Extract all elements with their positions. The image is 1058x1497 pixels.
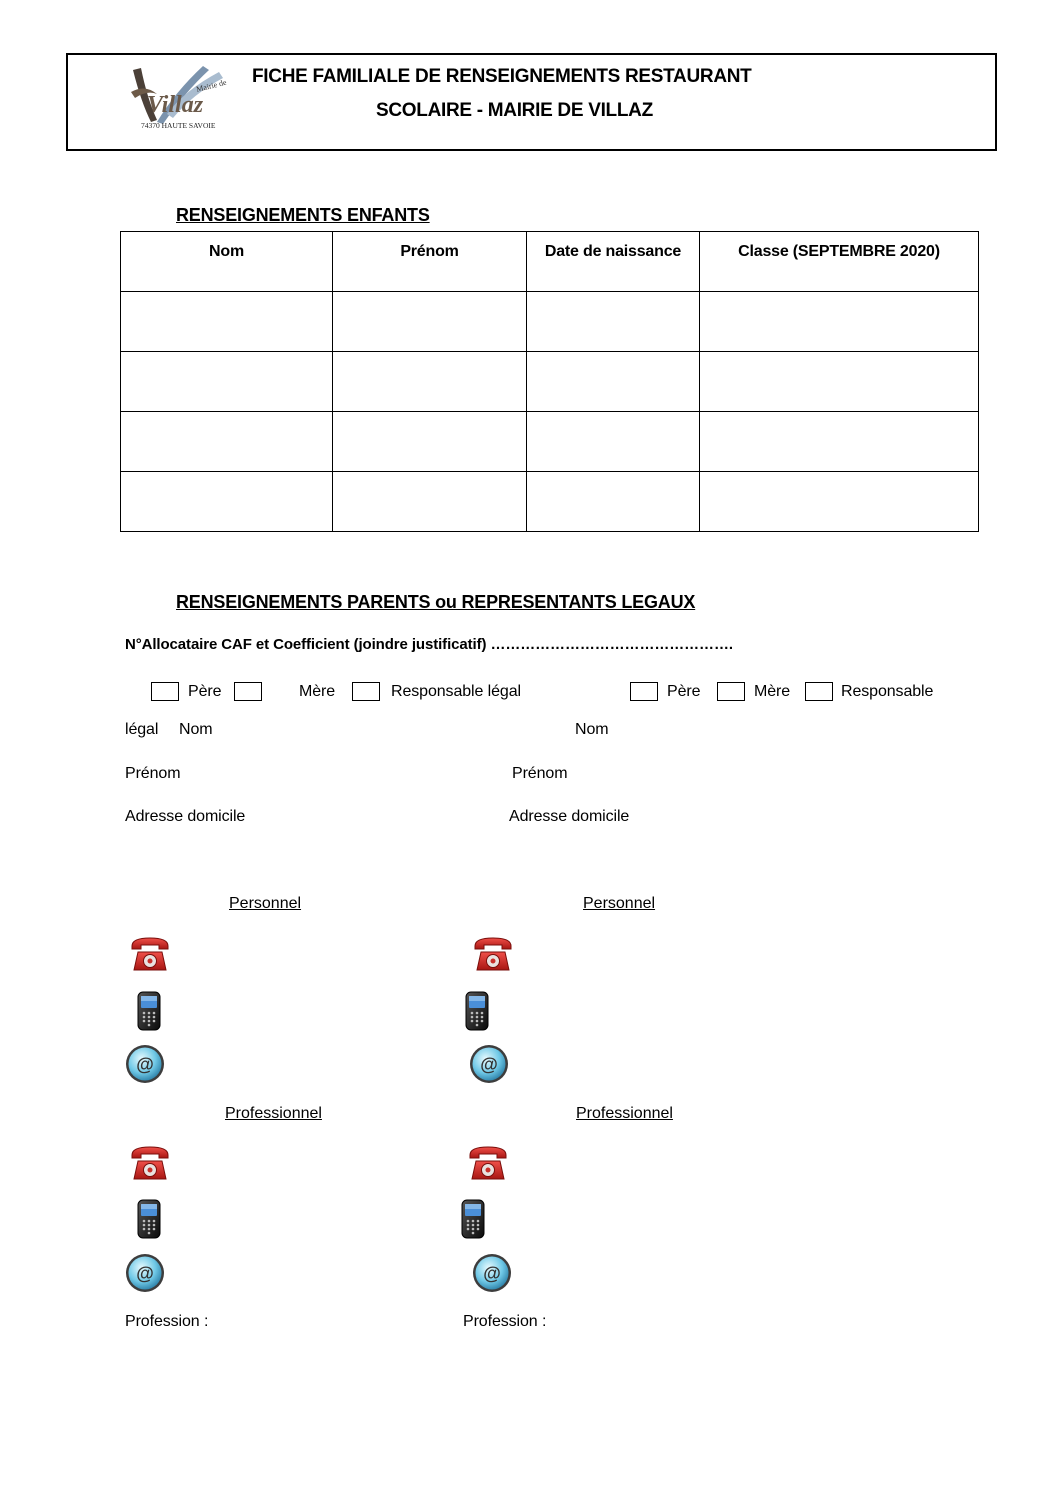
table-row (121, 292, 979, 352)
column-header-nom: Nom (121, 232, 333, 292)
label-profession-right: Profession : (463, 1313, 547, 1330)
table-row (121, 412, 979, 472)
mobile-phone-icon (128, 989, 172, 1033)
checkbox-mere-right[interactable] (717, 682, 745, 701)
email-icon (467, 1042, 511, 1086)
table-cell-date-naissance[interactable] (527, 412, 700, 472)
table-cell-classe[interactable] (700, 472, 979, 532)
svg-text:74370 HAUTE SAVOIE: 74370 HAUTE SAVOIE (141, 121, 216, 130)
mobile-phone-icon (128, 1197, 172, 1241)
mobile-phone-icon (456, 989, 500, 1033)
mobile-phone-icon (452, 1197, 496, 1241)
table-cell-nom[interactable] (121, 472, 333, 532)
label-mere-left: Mère (299, 683, 336, 700)
label-responsable-right: Responsable (841, 683, 934, 700)
phone-icon (128, 932, 172, 976)
label-adresse-right: Adresse domicile (509, 808, 630, 825)
table-cell-date-naissance[interactable] (527, 292, 700, 352)
email-icon (470, 1251, 514, 1295)
label-profession-left: Profession : (125, 1313, 209, 1330)
heading-personnel-right: Personnel (583, 895, 656, 912)
label-legal-continued: légal (125, 721, 159, 738)
label-pere-right: Père (667, 683, 701, 700)
label-mere-right: Mère (754, 683, 791, 700)
table-cell-classe[interactable] (700, 352, 979, 412)
heading-professionnel-right: Professionnel (576, 1105, 673, 1122)
children-table (120, 231, 979, 532)
checkbox-responsable-left[interactable] (352, 682, 380, 701)
svg-text:Mairie de: Mairie de (195, 77, 228, 94)
section-title-children: RENSEIGNEMENTS ENFANTS (176, 205, 430, 225)
table-cell-date-naissance[interactable] (527, 472, 700, 532)
label-nom-right: Nom (575, 721, 609, 738)
checkbox-pere-left[interactable] (151, 682, 179, 701)
label-adresse-left: Adresse domicile (125, 808, 246, 825)
email-icon (123, 1251, 167, 1295)
column-header-date-naissance: Date de naissance (527, 232, 700, 292)
label-prenom-right: Prénom (512, 765, 568, 782)
phone-icon (471, 932, 515, 976)
page-title-line-2: SCOLAIRE - MAIRIE DE VILLAZ (376, 100, 653, 121)
column-header-prenom: Prénom (333, 232, 527, 292)
label-pere-left: Père (188, 683, 222, 700)
label-nom-left: Nom (179, 721, 213, 738)
heading-professionnel-left: Professionnel (225, 1105, 322, 1122)
table-row (121, 472, 979, 532)
heading-personnel-left: Personnel (229, 895, 302, 912)
table-cell-nom[interactable] (121, 412, 333, 472)
section-title-parents: RENSEIGNEMENTS PARENTS ou REPRESENTANTS LEGAUX (176, 592, 696, 612)
mairie-villaz-logo (127, 62, 232, 134)
table-cell-classe[interactable] (700, 292, 979, 352)
label-prenom-left: Prénom (125, 765, 181, 782)
svg-text:Villaz: Villaz (147, 92, 204, 118)
phone-icon (466, 1141, 510, 1185)
phone-icon (128, 1141, 172, 1185)
table-header-row (121, 232, 979, 292)
table-row (121, 352, 979, 412)
checkbox-mere-left[interactable] (234, 682, 262, 701)
caf-allocataire-line: N°Allocataire CAF et Coefficient (joindre justificatif) …………………………………………. (125, 636, 733, 653)
table-cell-classe[interactable] (700, 412, 979, 472)
page-title-line-1: FICHE FAMILIALE DE RENSEIGNEMENTS RESTAURANT (252, 66, 752, 87)
table-cell-nom[interactable] (121, 352, 333, 412)
label-responsable-left: Responsable légal (391, 683, 521, 700)
table-cell-prenom[interactable] (333, 472, 527, 532)
table-cell-prenom[interactable] (333, 292, 527, 352)
checkbox-responsable-right[interactable] (805, 682, 833, 701)
email-icon (123, 1042, 167, 1086)
table-cell-prenom[interactable] (333, 412, 527, 472)
column-header-classe: Classe (SEPTEMBRE 2020) (700, 232, 979, 292)
table-cell-prenom[interactable] (333, 352, 527, 412)
table-cell-date-naissance[interactable] (527, 352, 700, 412)
checkbox-pere-right[interactable] (630, 682, 658, 701)
table-cell-nom[interactable] (121, 292, 333, 352)
